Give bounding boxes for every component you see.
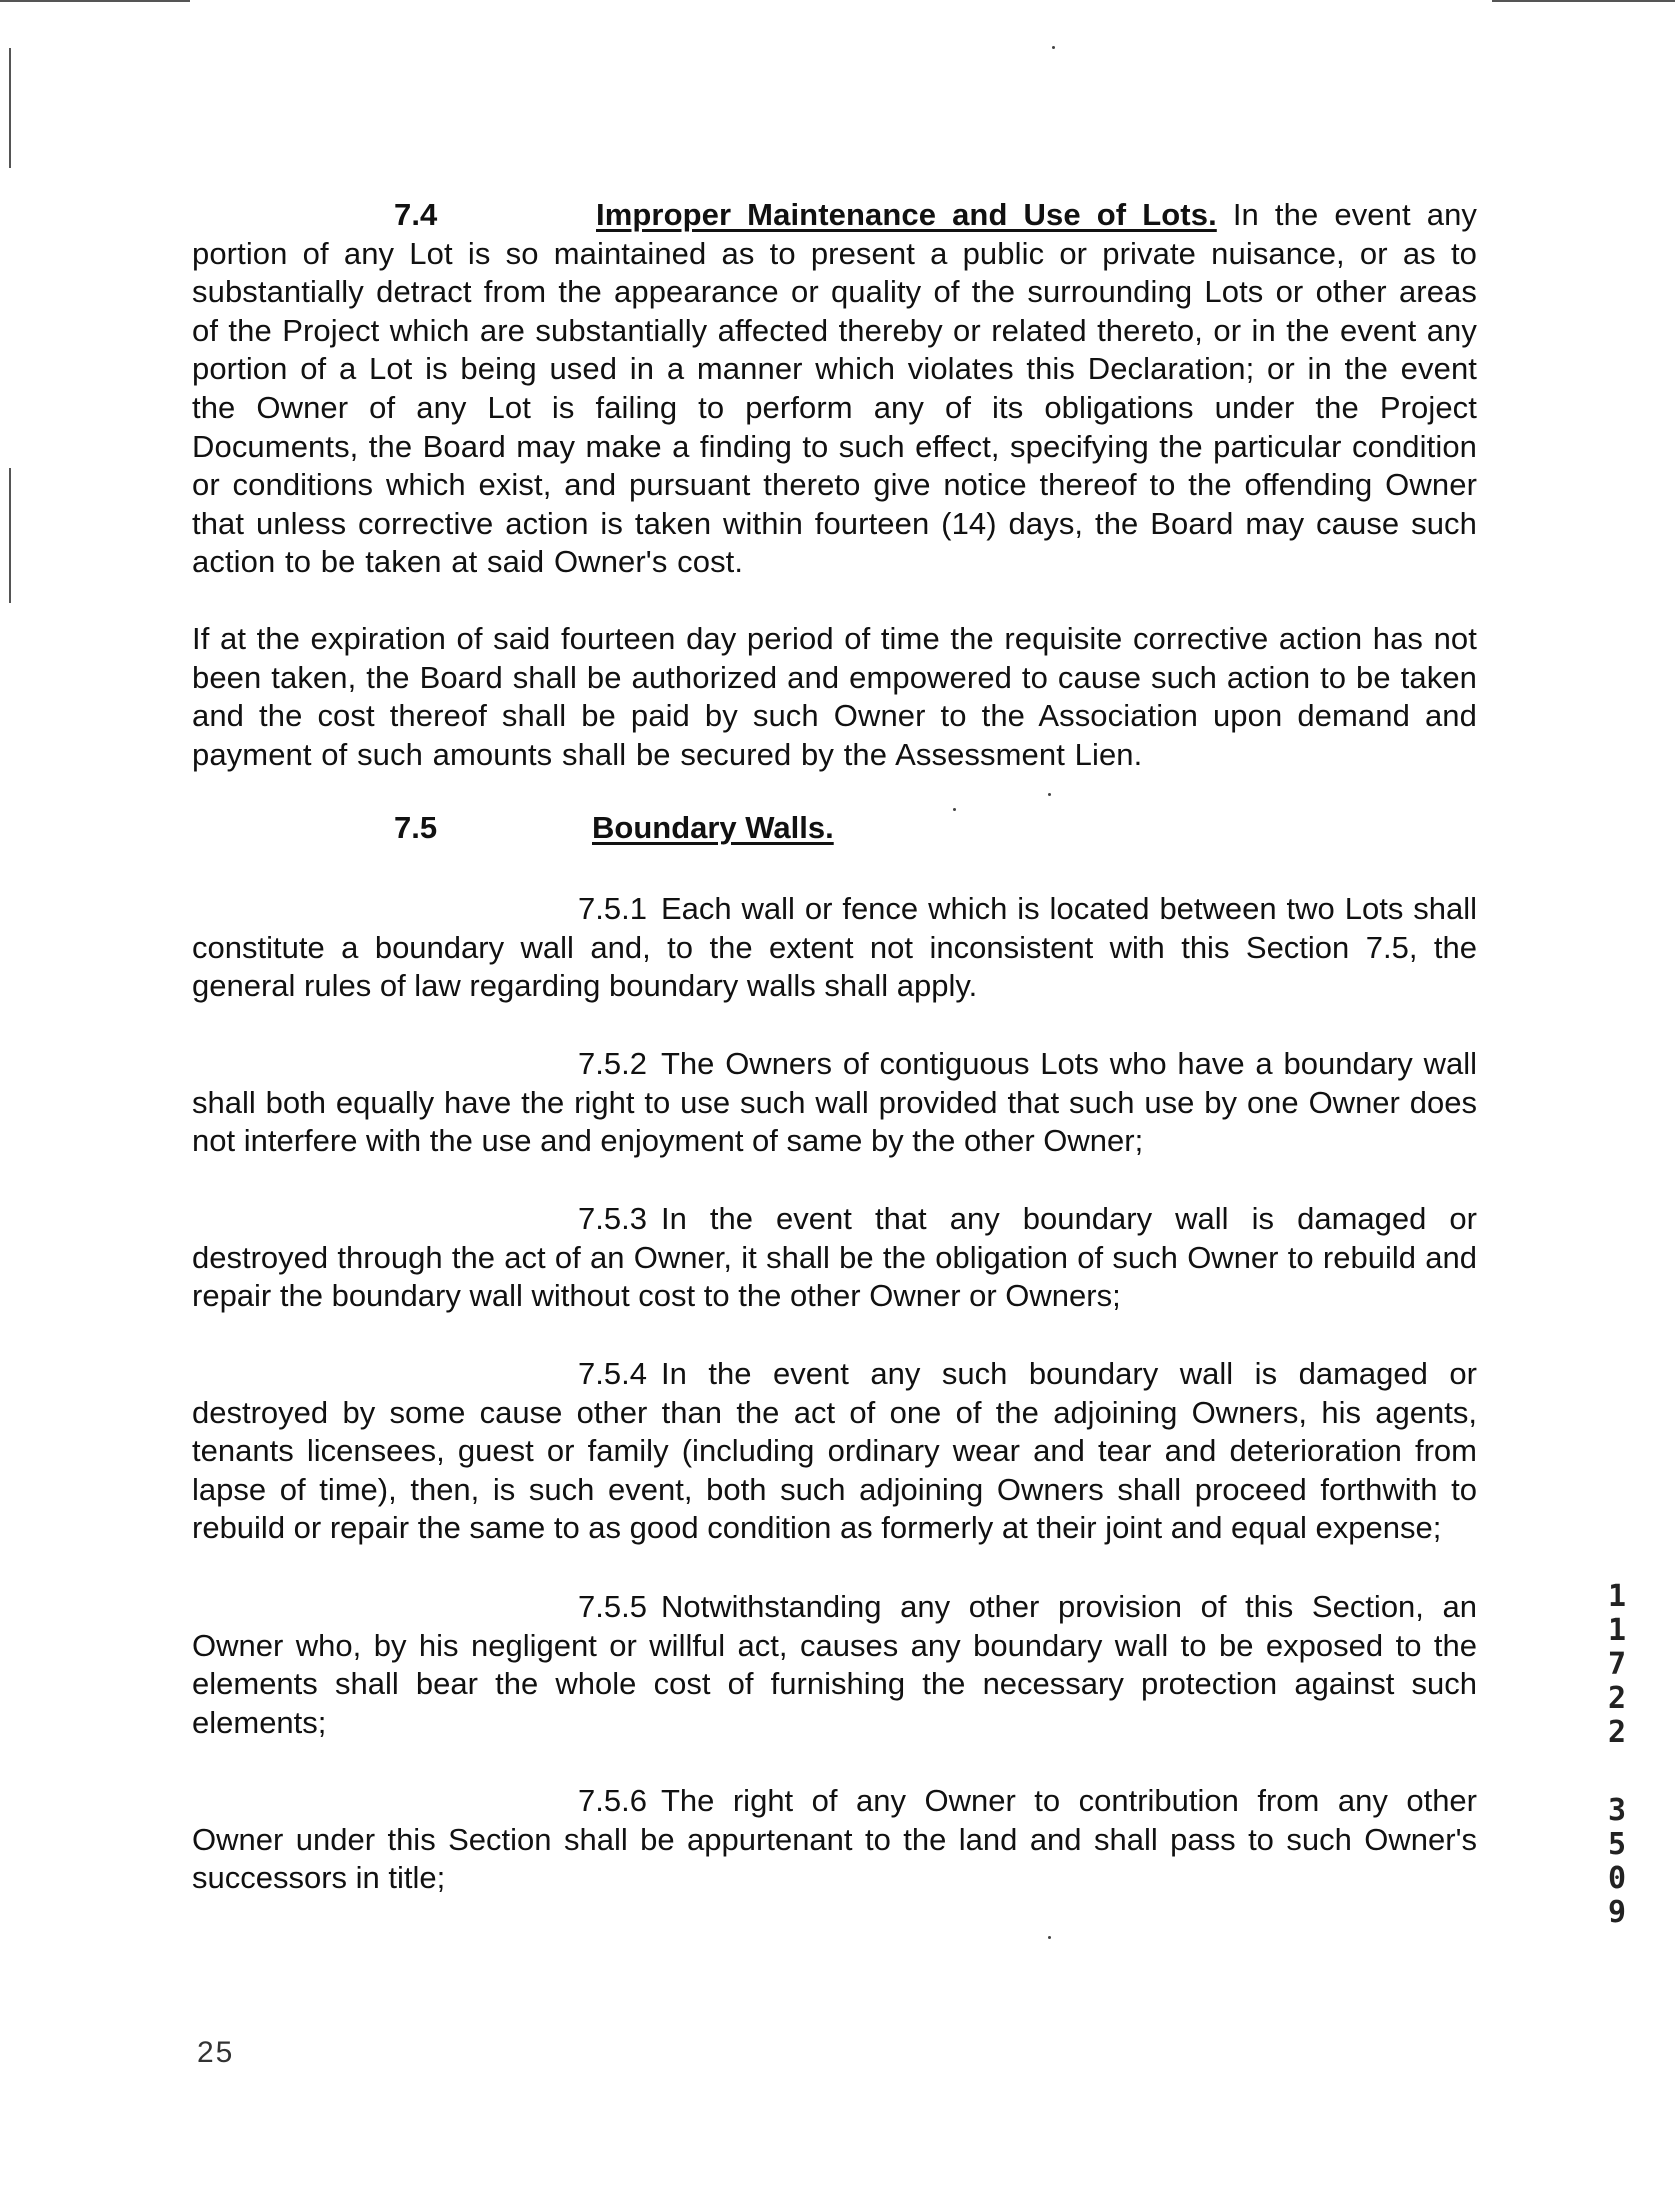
subsection-text: In the event that any boundary wall is damaged or destroyed through the act of an Owner, it shall be the obligation of such Owner to rebuild and repair the boundary wall without cost to the other Owner or Owners; — [192, 1201, 1477, 1314]
subsection-text: Notwithstanding any other provision of this Section, an Owner who, by his negligent or willful act, causes any boundary wall to be exposed to the elements shall bear the whole cost of furnishing the necessary protection against such elements; — [192, 1589, 1477, 1740]
scan-speck — [1048, 793, 1051, 796]
subsection-7-5-6 — [192, 1782, 1477, 1898]
section-7-4-paragraph-2: If at the expiration of said fourteen day period of time the requisite corrective action has not been taken, the Board shall be authorized and empowered to cause such action to be taken and the cost thereof shall be paid by such Owner to the Association upon demand and payment of such amounts shall be secured by the Assessment Lien. — [192, 620, 1477, 772]
left-margin-mark — [9, 468, 11, 603]
subsection-text: Each wall or fence which is located between two Lots shall constitute a boundary wall and, to the extent not inconsistent with this Section 7.5, the general rules of law regarding boundary walls shall apply. — [192, 891, 1477, 1004]
subsection-number: 7.5.1 — [578, 891, 647, 926]
stamp-digit: 9 — [1607, 1895, 1627, 1930]
subsection-number: 7.5.4 — [578, 1356, 647, 1391]
subsection-number: 7.5.2 — [578, 1046, 647, 1081]
subsection-number: 7.5.6 — [578, 1783, 647, 1818]
subsection-text: The Owners of contiguous Lots who have a boundary wall shall both equally have the right to use such wall provided that such use by one Owner does not interfere with the use and enjoyment of same by the other Owner; — [192, 1046, 1477, 1159]
recording-stamp — [1602, 1580, 1632, 1930]
subsection-number: 7.5.3 — [578, 1201, 647, 1236]
left-margin-mark — [9, 48, 11, 168]
section-7-4 — [192, 196, 1477, 774]
subsection-7-5-3 — [192, 1200, 1477, 1316]
subsection-7-5-1 — [192, 890, 1477, 1006]
subsection-7-5-2 — [192, 1045, 1477, 1161]
scan-speck — [953, 808, 956, 811]
subsection-7-5-5 — [192, 1588, 1477, 1742]
stamp-digit: 2 — [1607, 1681, 1627, 1716]
page-number: 25 — [197, 2036, 235, 2069]
subsection-text: In the event any such boundary wall is damaged or destroyed by some cause other than the act of one of the adjoining Owners, his agents, tenants licensees, guest or family (including ordinary wear and tear and deterioration from lapse of time), then, is such event, both such adjoining Owners shall proceed forthwith to rebuild or repair the same to as good condition as formerly at their joint and equal expense; — [192, 1356, 1477, 1546]
section-body-text: portion of any Lot is so maintained as to present a public or private nuisance, or as to substantially detract from the appearance or quality of the surrounding Lots or other areas of the Project which are substantially affected thereby or related thereto, or in the event any portion of a Lot is being used in a manner which violates this Declaration; or in the event the Owner of any Lot is failing to perform any of its obligations under the Project Documents, the Board may make a finding to such effect, specifying the particular condition or conditions which exist, and pursuant thereto give notice thereof to the offending Owner that unless corrective action is taken within fourteen (14) days, the Board may cause such action to be taken at said Owner's cost. — [192, 235, 1477, 580]
section-number: 7.4 — [394, 197, 438, 232]
stamp-digit: 2 — [1607, 1715, 1627, 1750]
section-title: Improper Maintenance and Use of Lots. — [596, 197, 1217, 232]
section-number: 7.5 — [394, 810, 438, 845]
section-7-5-heading — [394, 810, 834, 846]
stamp-digit: 1 — [1607, 1613, 1627, 1648]
stamp-digit: 7 — [1607, 1647, 1627, 1682]
subsection-number: 7.5.5 — [578, 1589, 647, 1624]
scan-speck — [1052, 46, 1055, 49]
top-left-rule — [0, 0, 190, 2]
stamp-digit: 1 — [1607, 1579, 1627, 1614]
stamp-digit: 0 — [1607, 1861, 1627, 1896]
section-lead-text: In the event any — [1232, 197, 1478, 232]
subsection-7-5-4 — [192, 1355, 1477, 1548]
top-right-rule — [1492, 0, 1675, 2]
stamp-digit: 3 — [1607, 1793, 1627, 1828]
section-title: Boundary Walls. — [592, 810, 834, 845]
subsection-text: The right of any Owner to contribution from any other Owner under this Section shall be appurtenant to the land and shall pass to such Owner's successors in title; — [192, 1783, 1477, 1896]
scan-speck — [1048, 1936, 1051, 1939]
section-7-4-paragraph-1 — [192, 196, 1477, 582]
stamp-digit: 5 — [1607, 1827, 1627, 1862]
